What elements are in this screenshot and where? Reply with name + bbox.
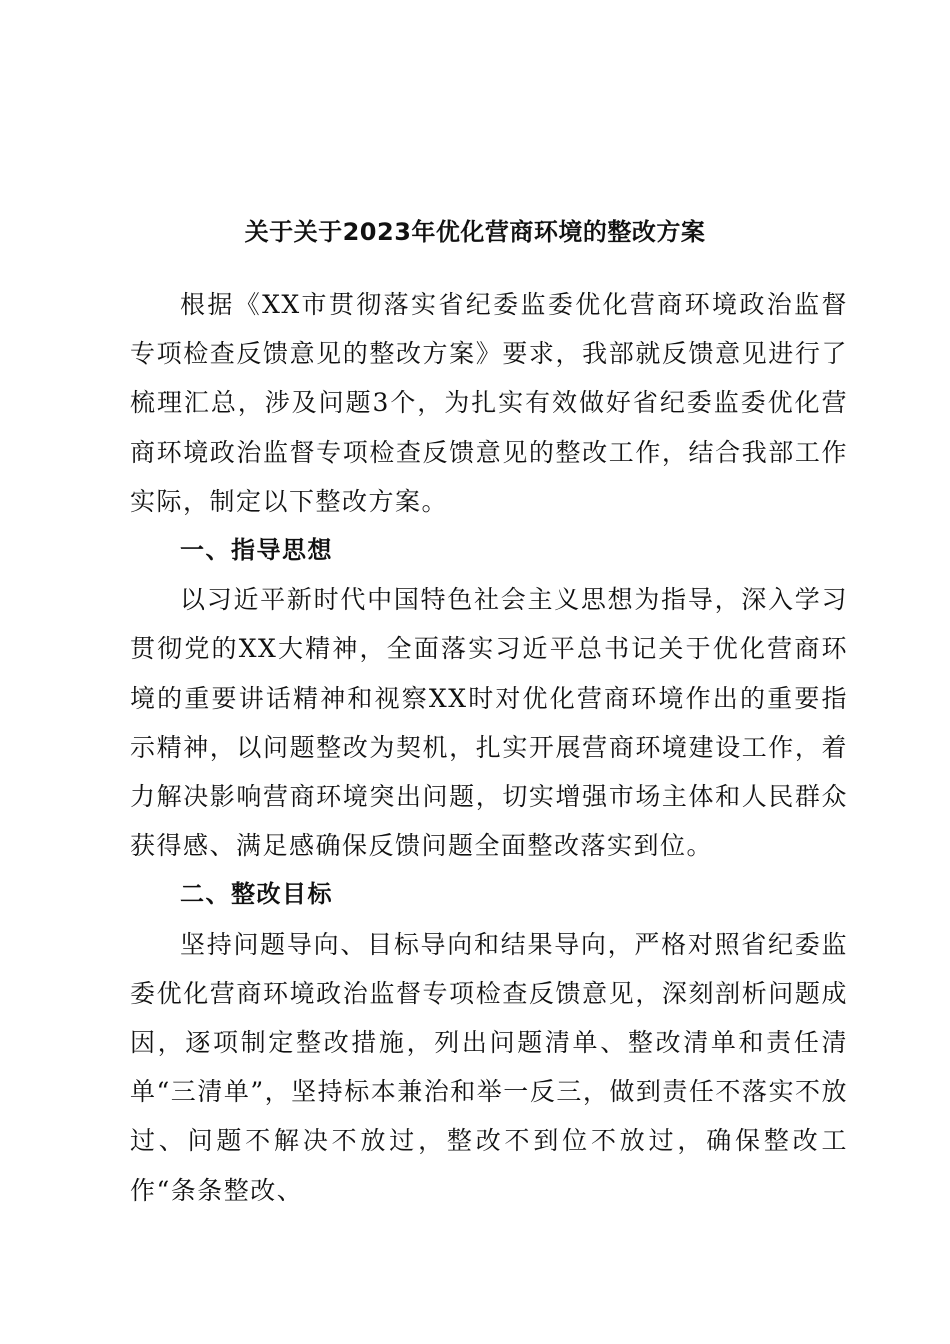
- section-heading-guiding-ideology: 一、指导思想: [180, 536, 333, 565]
- document-body: [130, 280, 848, 1215]
- intro-paragraph: 根据《XX市贯彻落实省纪委监委优化营商环境政治监督专项检查反馈意见的整改方案》要求，我部就反馈意见进行了梳理汇总，涉及问题3个，为扎实有效做好省纪委监委优化营商环境政治监督专项检查反馈意见的整改工作，结合我部工作实际，制定以下整改方案。: [130, 290, 848, 516]
- section-paragraph-guiding-ideology: 以习近平新时代中国特色社会主义思想为指导，深入学习贯彻党的XX大精神，全面落实习近平总书记关于优化营商环境的重要讲话精神和视察XX时对优化营商环境作出的重要指示精神，以问题整改为契机，扎实开展营商环境建设工作，着力解决影响营商环境突出问题，切实增强市场主体和人民群众获得感、满足感确保反馈问题全面整改落实到位。: [130, 585, 848, 861]
- section-heading-rectification-goals: 二、整改目标: [180, 880, 333, 909]
- document-title: 关于关于2023年优化营商环境的整改方案: [244, 218, 706, 246]
- section-paragraph-rectification-goals: 坚持问题导向、目标导向和结果导向，严格对照省纪委监委优化营商环境政治监督专项检查反馈意见，深刻剖析问题成因，逐项制定整改措施，列出问题清单、整改清单和责任清单“三清单”，坚持标本兼治和举一反三，做到责任不落实不放过、问题不解决不放过，整改不到位不放过，确保整改工作“条条整改、: [130, 929, 848, 1205]
